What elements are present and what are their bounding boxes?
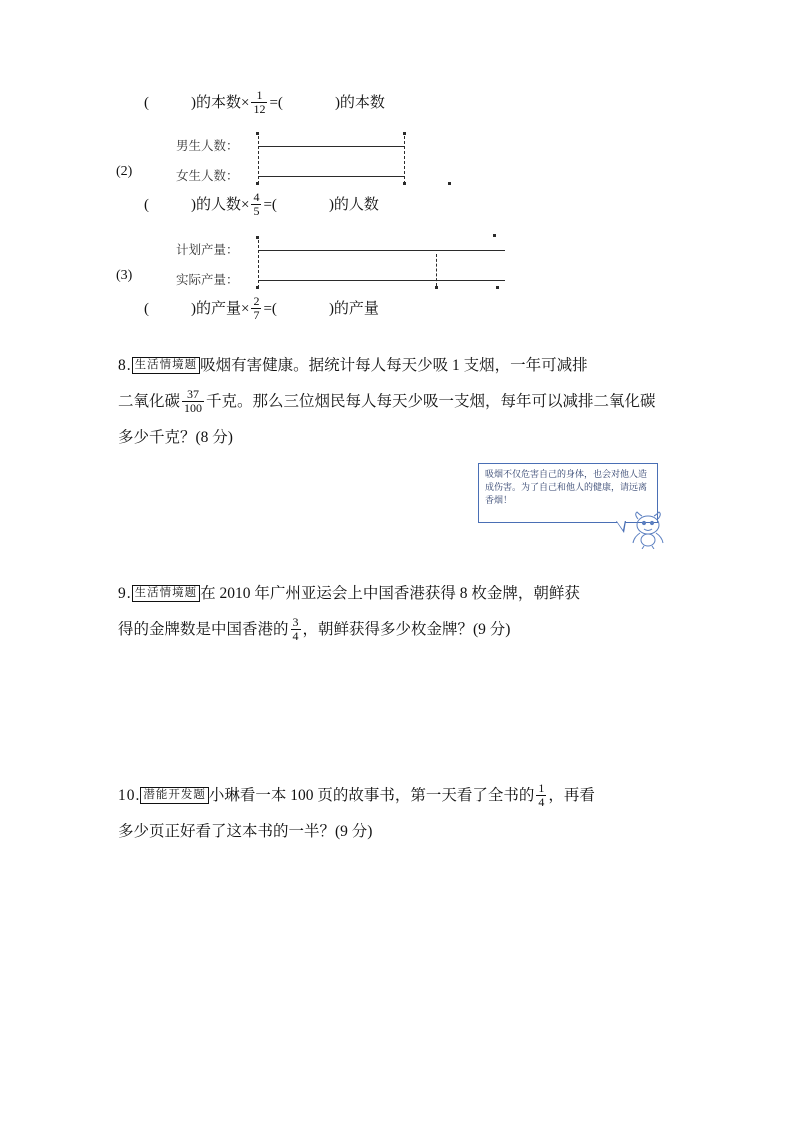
eq2-mid: )的人数× — [191, 197, 250, 213]
eq1-fraction-denominator: 12 — [253, 102, 266, 117]
item-3-dot-4 — [435, 286, 438, 289]
eq3-equals: =( — [263, 301, 277, 317]
speech-balloon-text: 吸烟不仅危害自己的身体，也会对他人造成伤害。为了自己和他人的健康，请远离香烟！ — [485, 469, 648, 505]
item-3-dot-3 — [256, 286, 259, 289]
question-10-fraction — [536, 782, 546, 809]
question-10-answer-space[interactable] — [118, 850, 678, 1010]
item-2-bar-2 — [258, 176, 404, 177]
fill-in-equation-2 — [118, 188, 678, 222]
item-2-number: (2) — [116, 164, 133, 179]
eq1-fraction-numerator: 1 — [251, 89, 267, 103]
eq3-suffix: )的产量 — [328, 301, 379, 317]
diagram-item-2 — [118, 130, 678, 188]
eq3-fraction-numerator: 2 — [253, 294, 260, 309]
item-3-tick-mid — [436, 254, 437, 286]
question-9-text-a: 在 2010 年广州亚运会上中国香港获得 8 枚金牌，朝鲜获 — [200, 585, 580, 602]
question-9-answer-space[interactable] — [118, 648, 678, 778]
question-8-tag: 生活情境题 — [132, 357, 201, 374]
item-3-tick-left — [258, 240, 259, 288]
speech-balloon-tail-inner — [616, 520, 625, 530]
question-9-fraction — [291, 616, 301, 643]
question-10-text-a: 小琳看一本 100 页的故事书，第一天看了全书的 — [208, 787, 535, 804]
eq3-fraction — [251, 295, 261, 322]
fill-in-equation-1 — [118, 86, 678, 120]
eq2-equals: =( — [263, 197, 277, 213]
item-2-tick-right — [404, 136, 405, 184]
question-10-text-c: 多少页正好看了这本书的一半？(9 分) — [118, 823, 373, 840]
item-3-bar-label-2: 实际产量： — [176, 273, 239, 287]
item-2-tick-left — [258, 136, 259, 184]
question-10-fraction-denominator: 4 — [538, 795, 545, 810]
question-8-text-d: 多少千克？(8 分) — [118, 429, 233, 446]
eq2-suffix: )的人数 — [328, 197, 379, 213]
item-2-bar-label-1: 男生人数： — [176, 139, 239, 153]
eq2-fraction — [251, 191, 261, 218]
question-8-text-b: 二氧化碳 — [118, 393, 181, 410]
question-9-text-b: 得的金牌数是中国香港的 — [118, 621, 289, 638]
item-2-dot-2 — [403, 132, 406, 135]
eq1-fraction — [251, 89, 267, 116]
item-3-number: (3) — [116, 268, 133, 283]
item-2-dot-5 — [448, 182, 451, 185]
question-10-text-b: ，再看 — [548, 787, 595, 804]
question-8-number: 8. — [118, 357, 132, 374]
item-3-dot-1 — [256, 236, 259, 239]
item-3-dot-5 — [496, 286, 499, 289]
question-10-tag: 潜能开发题 — [140, 787, 209, 804]
question-9-tag: 生活情境题 — [132, 585, 201, 602]
question-9 — [118, 576, 678, 648]
fill-in-equation-3 — [118, 292, 678, 326]
question-9-number: 9. — [118, 585, 132, 602]
question-9-fraction-numerator: 3 — [292, 615, 299, 630]
eq2-fraction-numerator: 4 — [253, 190, 260, 205]
question-8 — [118, 348, 678, 456]
question-8-fraction-numerator: 37 — [182, 388, 204, 402]
question-8-text-a: 吸烟有害健康。据统计每人每天少吸 1 支烟，一年可减排 — [200, 357, 588, 374]
item-3-dot-2 — [493, 234, 496, 237]
eq1-prefix: ( — [144, 95, 149, 111]
eq1-suffix: )的本数 — [334, 95, 385, 111]
question-9-fraction-denominator: 4 — [292, 629, 299, 644]
item-2-bar-1 — [258, 146, 404, 147]
eq3-fraction-denominator: 7 — [253, 308, 260, 323]
question-10-fraction-numerator: 1 — [538, 781, 545, 796]
item-3-bar-2 — [258, 280, 505, 281]
item-2-bar-label-2: 女生人数： — [176, 169, 239, 183]
illustration-speech-balloon — [478, 463, 678, 549]
eq2-fraction-denominator: 5 — [253, 204, 260, 219]
question-8-fraction — [182, 388, 204, 415]
eq3-mid: )的产量× — [191, 301, 250, 317]
item-2-dot-3 — [256, 182, 259, 185]
eq1-mid: )的本数× — [191, 95, 250, 111]
question-10-number: 10. — [118, 787, 141, 804]
item-3-bar-label-1: 计划产量： — [176, 243, 239, 257]
question-8-text-c: 千克。那么三位烟民每人每天少吸一支烟，每年可以减排二氧化碳 — [206, 393, 656, 410]
question-9-text-c: ，朝鲜获得多少枚金牌？(9 分) — [302, 621, 511, 638]
eq3-prefix: ( — [144, 301, 149, 317]
mascot-character-icon — [626, 511, 674, 549]
item-3-bar-1 — [258, 250, 505, 251]
eq2-prefix: ( — [144, 197, 149, 213]
item-2-dot-1 — [256, 132, 259, 135]
diagram-item-3 — [118, 234, 678, 292]
eq1-equals: =( — [269, 95, 283, 111]
item-2-dot-4 — [403, 182, 406, 185]
question-8-fraction-denominator: 100 — [184, 401, 203, 416]
question-10 — [118, 778, 678, 850]
